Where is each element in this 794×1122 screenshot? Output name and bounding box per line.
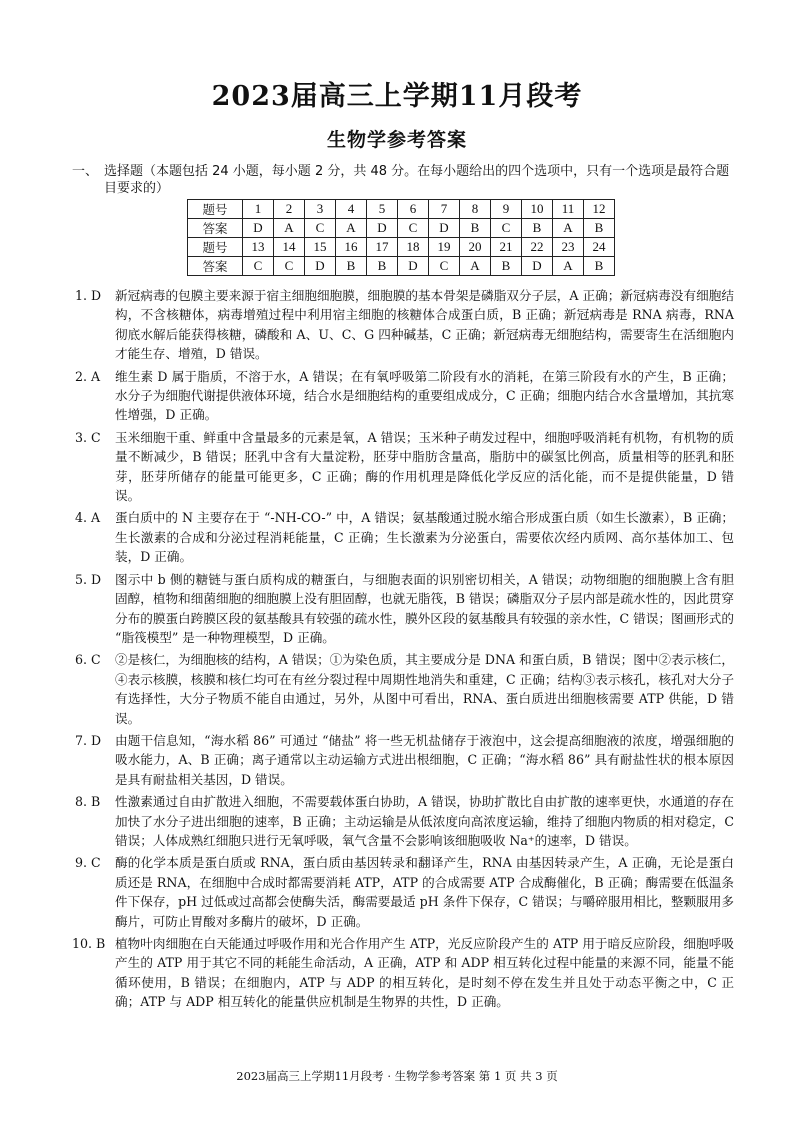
section-instructions: 选择题（本题包括 24 小题，每小题 2 分，共 48 分。在每小题给出的四个选项中，只有一个选项是最符合题目要求的）: [104, 164, 730, 196]
question-number: 13: [243, 238, 274, 257]
answer-cell: A: [460, 257, 491, 276]
question-number: 2: [274, 200, 305, 219]
answer-cell: D: [367, 219, 398, 238]
answer-cell: C: [274, 257, 305, 276]
row-label-answer: 答案: [188, 219, 243, 238]
row-label-question: 题号: [188, 200, 243, 219]
answer-cell: D: [429, 219, 460, 238]
question-number: 4: [336, 200, 367, 219]
question-number: 15: [305, 238, 336, 257]
page-subtitle: 生物学参考答案: [326, 129, 467, 151]
question-number: 1: [243, 200, 274, 219]
page-title: 2023届高三上学期11月段考: [211, 81, 583, 112]
list-item: [72, 792, 734, 850]
question-number: 17: [367, 238, 398, 257]
item-number: 2. A: [75, 368, 101, 384]
question-number: 8: [460, 200, 491, 219]
answer-cell: B: [584, 219, 615, 238]
section-number: 一、: [72, 164, 99, 179]
answer-cell: C: [398, 219, 429, 238]
answer-cell: D: [398, 257, 429, 276]
list-item: [72, 508, 734, 566]
question-number: 21: [491, 238, 522, 257]
item-number: 1. D: [75, 288, 102, 303]
answer-cell: A: [274, 219, 305, 238]
item-number: 9. C: [75, 855, 101, 871]
question-number: 10: [522, 200, 553, 219]
question-number: 18: [398, 238, 429, 257]
item-number: 6. C: [75, 652, 101, 668]
answer-cell: B: [367, 257, 398, 276]
item-number: 10. B: [72, 936, 106, 951]
answer-cell: B: [460, 219, 491, 238]
item-text: 蛋白质中的 N 主要存在于 “-NH-CO-” 中，A 错误；氨基酸通过脱水缩合形成蛋白质（如生长激素），B 正确；生长激素的合成和分泌过程消耗能量，C 正确；生长激素为分泌蛋白，需要依次经内质网、高尔基体加工、包装，D 正确。: [115, 510, 734, 565]
question-number: 22: [522, 238, 553, 257]
answer-table: [187, 199, 615, 276]
list-item: [72, 367, 734, 425]
page-footer: 2023届高三上学期11月段考 · 生物学参考答案 第 1 页 共 3 页: [236, 1069, 558, 1083]
answer-cell: C: [243, 257, 274, 276]
question-number: 23: [553, 238, 584, 257]
table-row: [188, 219, 615, 238]
item-text: 维生素 D 属于脂质，不溶于水，A 错误；在有氧呼吸第二阶段有水的消耗，在第三阶段有水的产生，B 正确；水分子为细胞代谢提供液体环境，结合水是细胞结构的重要组成成分，C 正确；细胞内结合水含量增加，其抗寒性增强，D 正确。: [115, 368, 734, 423]
question-number: 11: [553, 200, 584, 219]
answer-cell: B: [491, 257, 522, 276]
item-text: 性激素通过自由扩散进入细胞，不需要载体蛋白协助，A 错误，协助扩散比自由扩散的速率更快，水通道的存在加快了水分子进出细胞的速率，B 正确；主动运输是从低浓度向高浓度运输，维持了细胞内物质的相对稳定，C 错误；人体成熟红细胞只进行无氧呼吸，氧气含量不会影响该细胞吸收 Na⁺的速率，D 错误。: [115, 794, 734, 848]
answer-cell: C: [305, 219, 336, 238]
question-number: 6: [398, 200, 429, 219]
table-row: [188, 200, 615, 219]
section-heading: [72, 163, 732, 197]
list-item: [72, 650, 734, 728]
question-number: 19: [429, 238, 460, 257]
answer-cell: C: [491, 219, 522, 238]
list-item: [72, 570, 734, 648]
answer-cell: B: [584, 257, 615, 276]
table-row: [188, 238, 615, 257]
item-text: 新冠病毒的包膜主要来源于宿主细胞细胞膜，细胞膜的基本骨架是磷脂双分子层，A 正确；新冠病毒没有细胞结构，不含核糖体，病毒增殖过程中利用宿主细胞的核糖体合成蛋白质，B 正确；新冠病毒是 RNA 病毒，RNA 彻底水解后能获得核糖，磷酸和 A、U、C、G 四种碱基，C 正确；新冠病毒无细胞结构，需要寄生在活细胞内才能生存、增殖，D 错误。: [115, 288, 734, 362]
item-number: 5. D: [75, 571, 102, 587]
answer-cell: D: [305, 257, 336, 276]
item-number: 3. C: [75, 429, 101, 445]
item-text: 玉米细胞干重、鲜重中含量最多的元素是氧，A 错误；玉米种子萌发过程中，细胞呼吸消耗有机物，有机物的质量不断减少，B 错误；胚乳中含有大量淀粉，胚芽中脂肪含量高，脂肪中的碳氢比例高，质量相等的胚乳和胚芽，胚芽所储存的能量可能更多，C 正确；酶的作用机理是降低化学反应的活化能，而不是提供能量，D 错误。: [115, 429, 734, 504]
answer-cell: A: [553, 257, 584, 276]
list-item: [72, 934, 734, 1012]
item-number: 4. A: [75, 510, 101, 526]
item-number: 8. B: [75, 794, 101, 810]
explanation-list: [72, 286, 734, 1015]
answer-cell: B: [522, 219, 553, 238]
question-number: 14: [274, 238, 305, 257]
question-number: 9: [491, 200, 522, 219]
row-label-answer: 答案: [188, 257, 243, 276]
list-item: [72, 853, 734, 931]
answer-cell: B: [336, 257, 367, 276]
answer-cell: D: [243, 219, 274, 238]
item-text: 由题干信息知，“海水稻 86” 可通过 “储盐” 将一些无机盐储存于液泡中，这会提高细胞液的浓度，增强细胞的吸水能力，A、B 正确；离子通常以主动运输方式进出根细胞，C 正确；“海水稻 86” 具有耐盐性状的根本原因是具有耐盐相关基因，D 错误。: [115, 732, 734, 787]
answer-cell: A: [336, 219, 367, 238]
question-number: 12: [584, 200, 615, 219]
item-text: 植物叶肉细胞在白天能通过呼吸作用和光合作用产生 ATP，光反应阶段产生的 ATP 用于暗反应阶段，细胞呼吸产生的 ATP 用于其它不同的耗能生命活动，A 正确，ATP 和 ADP 相互转化过程中能量的来源不同，能量不能循环使用，B 错误；在细胞内，ATP 与 ADP 的相互转化，是时刻不停在发生并且处于动态平衡之中，C 正确；ATP 与 ADP 相互转化的能量供应机制是生物界的共性，D 正确。: [115, 936, 734, 1010]
question-number: 16: [336, 238, 367, 257]
item-text: ②是核仁，为细胞核的结构，A 错误；①为染色质，其主要成分是 DNA 和蛋白质，B 错误；图中②表示核仁，④表示核膜，核膜和核仁均可在有丝分裂过程中周期性地消失和重建，C 正确；结构③表示核孔，核孔对大分子有选择性，大分子物质不能自由通过，另外，从图中可看出，RNA、蛋白质进出细胞核需要 ATP 供能，D 错误。: [115, 652, 734, 726]
question-number: 20: [460, 238, 491, 257]
list-item: [72, 286, 734, 364]
question-number: 24: [584, 238, 615, 257]
item-number: 7. D: [75, 732, 102, 748]
answer-cell: D: [522, 257, 553, 276]
table-row: [188, 257, 615, 276]
list-item: [72, 731, 734, 789]
answer-cell: A: [553, 219, 584, 238]
question-number: 7: [429, 200, 460, 219]
item-text: 酶的化学本质是蛋白质或 RNA，蛋白质由基因转录和翻译产生，RNA 由基因转录产生，A 正确，无论是蛋白质还是 RNA，在细胞中合成时都需要消耗 ATP，ATP 的合成需要 ATP 合成酶催化，B 正确；酶需要在低温条件下保存，pH 过低或过高都会使酶失活，酶需要最适 pH 条件下保存，C 错误；与嚼碎服用相比，整颗服用多酶片，可防止胃酸对多酶片的破坏，D 正确。: [115, 855, 734, 929]
item-text: 图示中 b 侧的糖链与蛋白质构成的糖蛋白，与细胞表面的识别密切相关，A 错误；动物细胞的细胞膜上含有胆固醇，植物和细菌细胞的细胞膜上没有胆固醇，也就无脂筏，B 错误；磷脂双分子层内部是疏水性的，因此贯穿分布的膜蛋白跨膜区段的氨基酸具有较强的疏水性，膜外区段的氨基酸具有较强的亲水性，C 错误；图画形式的 “脂筏模型” 是一种物理模型，D 正确。: [115, 571, 734, 645]
row-label-question: 题号: [188, 238, 243, 257]
answer-cell: C: [429, 257, 460, 276]
list-item: [72, 428, 734, 506]
question-number: 3: [305, 200, 336, 219]
question-number: 5: [367, 200, 398, 219]
